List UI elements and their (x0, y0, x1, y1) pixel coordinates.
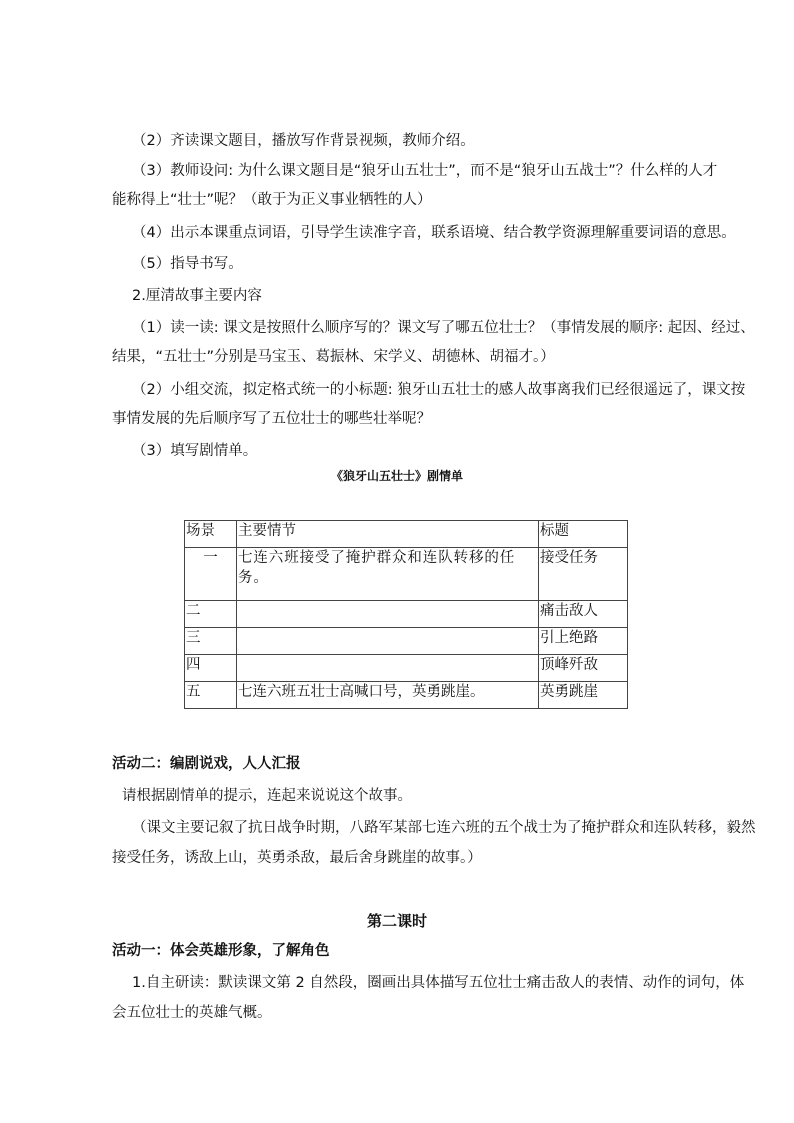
table-row (185, 628, 628, 655)
header-scene: 场景 (185, 521, 237, 548)
table-row (185, 682, 628, 709)
activity-1-heading: 活动一：体会英雄形象，了解角色 (112, 943, 330, 959)
activity-2-heading: 活动二：编剧说戏，人人汇报 (112, 756, 301, 772)
lesson-2-title: 第二课时 (366, 912, 427, 930)
header-title: 标题 (539, 521, 628, 548)
plot-table (184, 520, 628, 709)
paragraph-step-3-line2: 能称得上“壮士”呢？（敢于为正义事业牺牲的人） (112, 192, 432, 208)
header-plot: 主要情节 (237, 521, 539, 548)
question-2-line1: （2）小组交流，拟定格式统一的小标题: 狼牙山五壮士的感人故事离我们已经很遥远了，课文按 (132, 382, 746, 398)
paragraph-step-4: （4）出示本课重点词语，引导学生读准字音，联系语境、结合教学资源理解重要词语的意思。 (132, 225, 736, 241)
table-row (185, 601, 628, 628)
table-row (185, 655, 628, 682)
step-heading-2: 2.厘清故事主要内容 (132, 288, 262, 304)
question-1-line1: （1）读一读: 课文是按照什么顺序写的？课文写了哪五位壮士？（事情发展的顺序: 起因、经过、 (132, 320, 755, 336)
question-2-line2: 事情发展的先后顺序写了五位壮士的哪些壮举呢？ (112, 411, 431, 427)
activity-2-line1: 请根据剧情单的提示，连起来说说这个故事。 (122, 788, 412, 804)
paragraph-step-3-line1: （3）教师设问: 为什么课文题目是“狼牙山五壮士”，而不是“狼牙山五战士”？什么样的人才 (132, 163, 718, 179)
table-row (185, 548, 628, 601)
title-cell: 顶峰歼敌 (539, 655, 628, 682)
paragraph-step-2: （2）齐读课文题目，播放写作背景视频，教师介绍。 (132, 133, 475, 149)
item-1-line2: 会五位壮士的英雄气概。 (112, 1005, 272, 1021)
plot-cell (237, 628, 539, 655)
question-3: （3）填写剧情单。 (132, 443, 258, 459)
scene-cell: 二 (185, 601, 237, 628)
paragraph-step-5: （5）指导书写。 (132, 256, 243, 272)
title-cell: 引上绝路 (539, 628, 628, 655)
scene-cell: 五 (185, 682, 237, 709)
scene-cell: 一 (185, 548, 237, 601)
activity-2-line3: 接受任务，诱敌上山，英勇杀敌，最后舍身跳崖的故事。） (112, 850, 482, 866)
title-cell: 英勇跳崖 (539, 682, 628, 709)
table-header-row (185, 521, 628, 548)
title-cell: 接受任务 (539, 548, 628, 601)
scene-cell: 四 (185, 655, 237, 682)
plot-cell (237, 655, 539, 682)
plot-cell (237, 601, 539, 628)
table-caption: 《狼牙山五壮士》剧情单 (330, 469, 463, 483)
plot-cell: 七连六班五壮士高喊口号，英勇跳崖。 (237, 682, 539, 709)
scene-cell: 三 (185, 628, 237, 655)
plot-cell: 七连六班接受了掩护群众和连队转移的任务。 (237, 548, 539, 601)
question-1-line2: 结果，“五壮士”分别是马宝玉、葛振林、宋学义、胡德林、胡福才。） (112, 349, 555, 365)
activity-2-line2: （课文主要记叙了抗日战争时期，八路军某部七连六班的五个战士为了掩护群众和连队转移，毅然 (132, 820, 756, 836)
item-1-line1: 1.自主研读：默读课文第 2 自然段，圈画出具体描写五位壮士痛击敌人的表情、动作的词句，体 (132, 975, 745, 991)
title-cell: 痛击敌人 (539, 601, 628, 628)
